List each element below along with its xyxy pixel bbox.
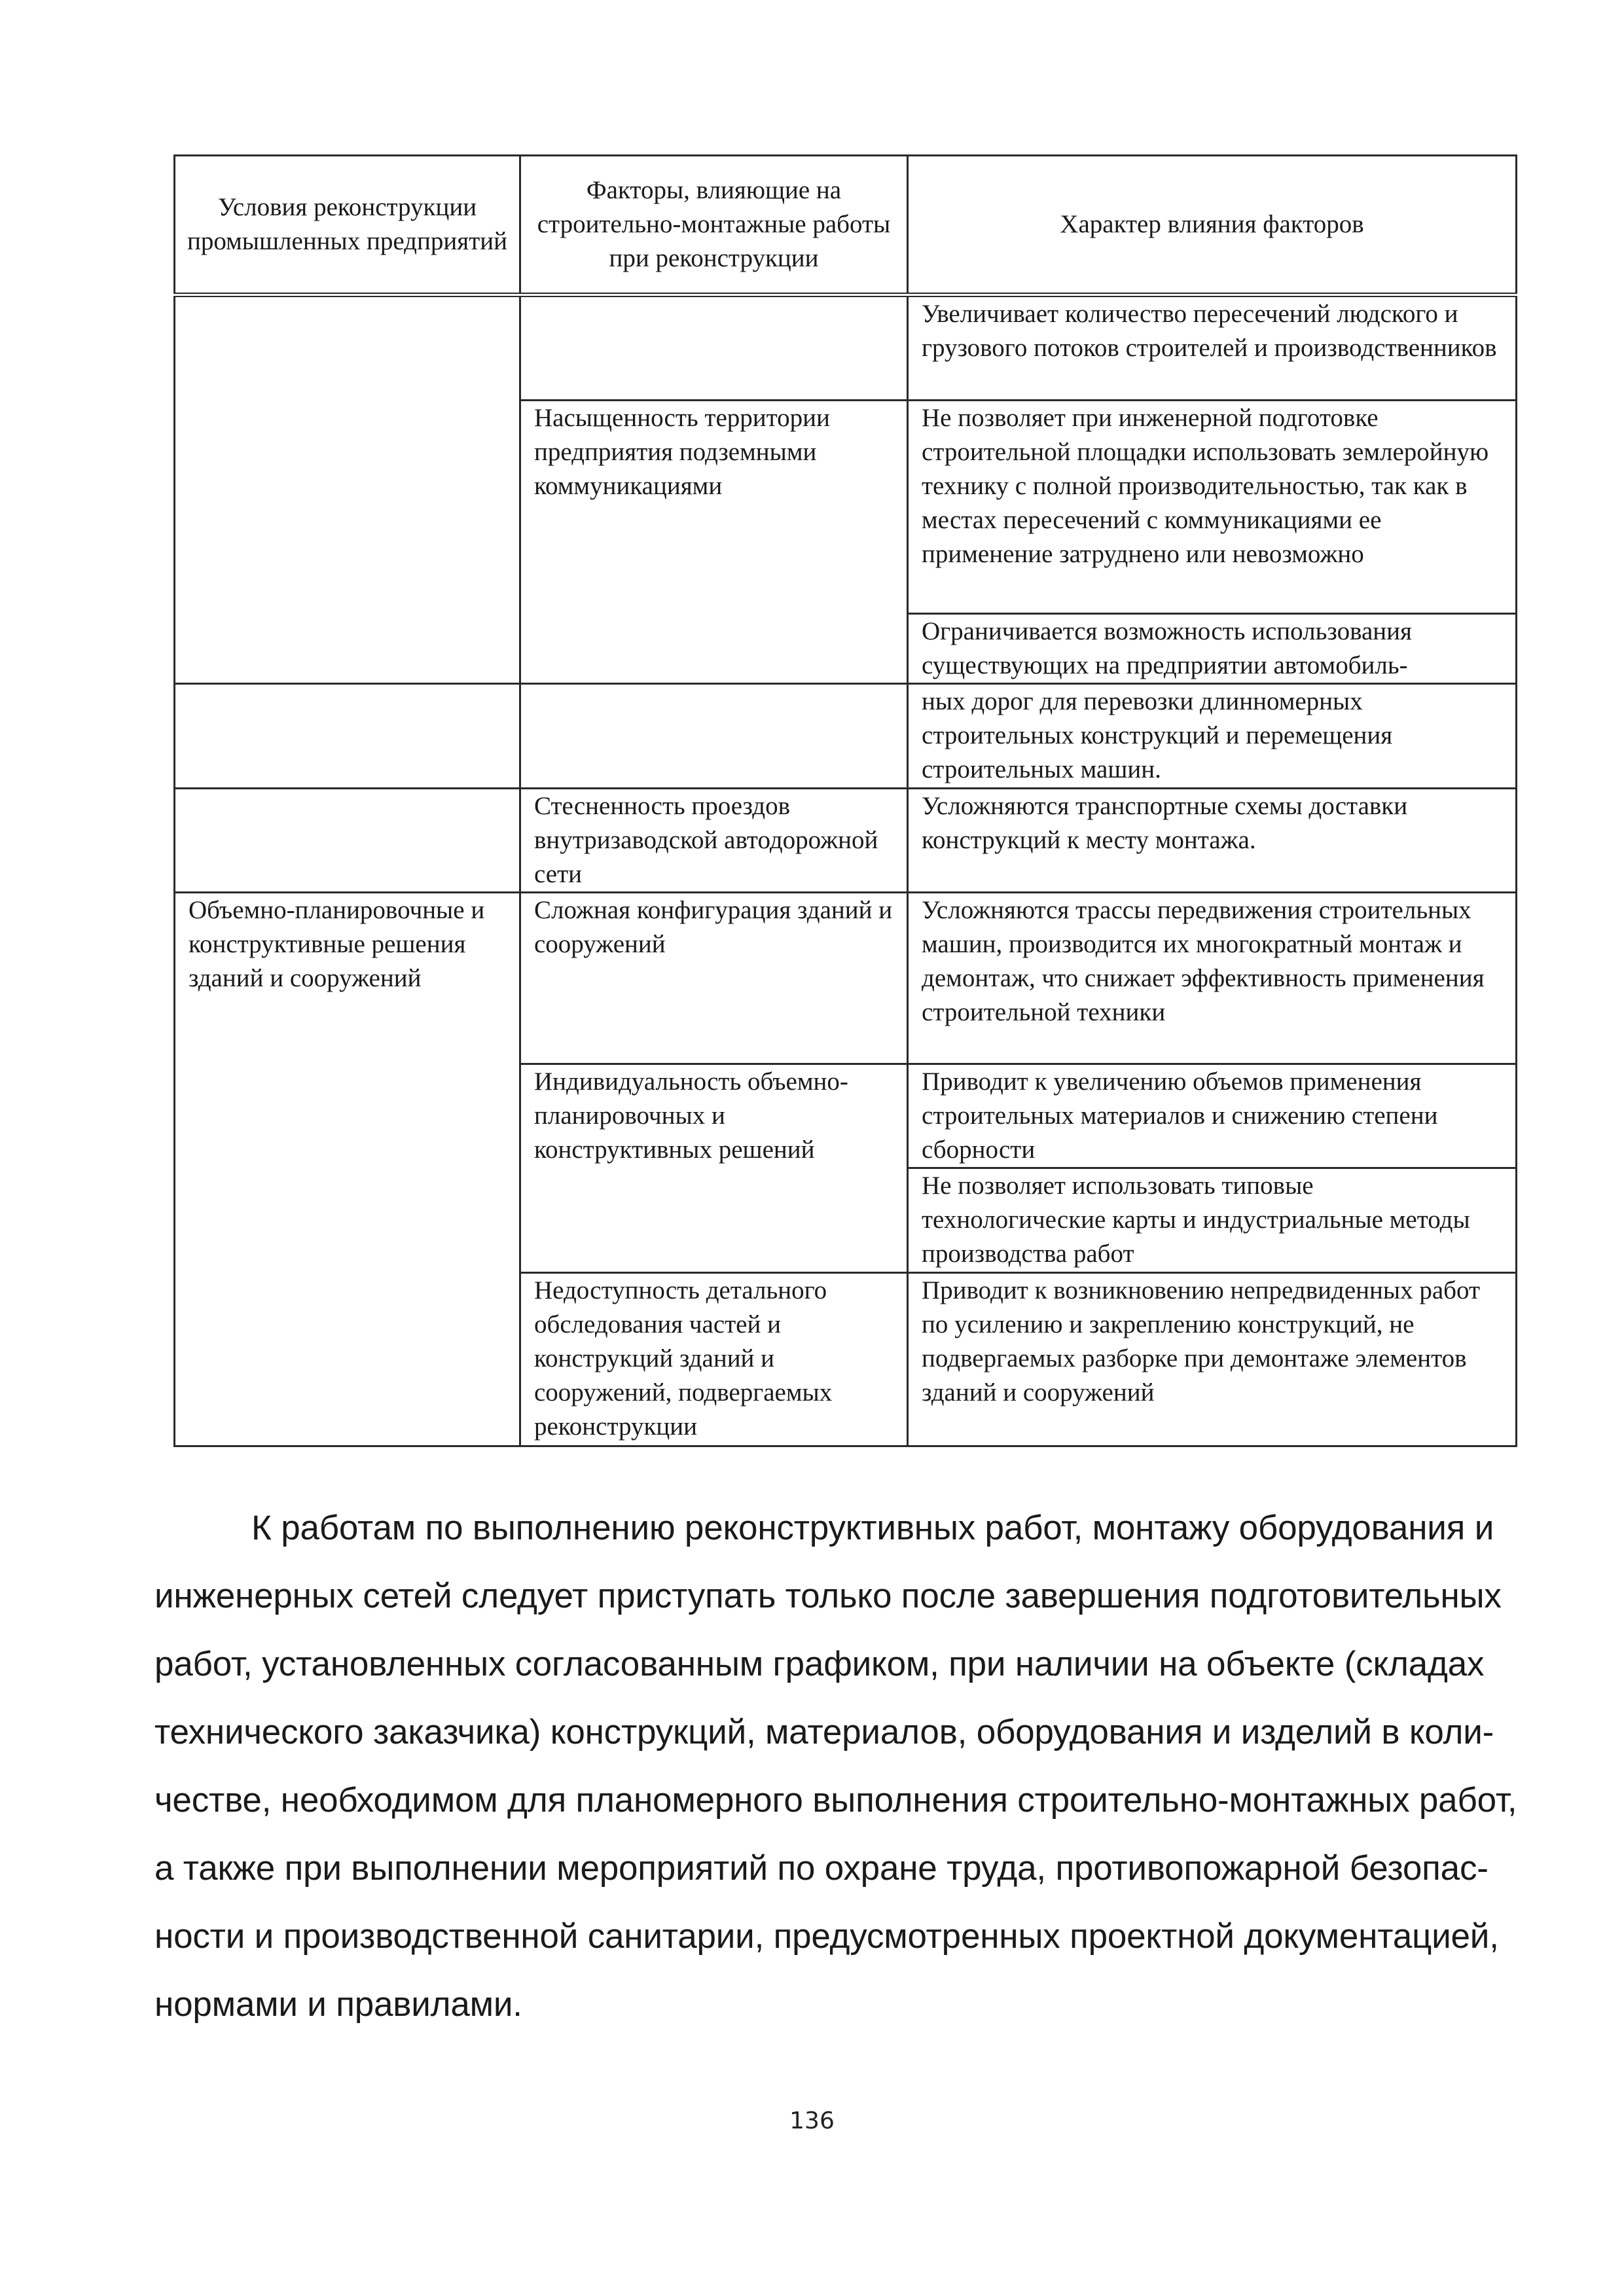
table-cell	[175, 401, 520, 614]
table-cell	[175, 1168, 520, 1273]
table-cell: Приводит к возникновению непредвиденных работ по усилению и закреплению конструкций, не подвергаемых разборке при демонтаже элементов зданий и сооружений	[908, 1273, 1517, 1446]
table-row	[175, 295, 1517, 401]
paragraph-line: инженерных сетей следует приступать только после завершения подготовительных	[154, 1577, 1502, 1615]
table-cell: Стесненность проездов внутризаводской автодорожной сети	[520, 789, 908, 893]
table-cell: Насыщенность территории предприятия подземными коммуникациями	[520, 401, 908, 614]
reconstruction-factors-table	[173, 154, 1517, 1447]
table-cell: ных дорог для перевозки длинномерных строительных конструкций и перемещения строительных машин.	[908, 684, 1517, 789]
table-cell	[520, 1168, 908, 1273]
table-cell	[520, 295, 908, 401]
table-cell	[175, 684, 520, 789]
paragraph-line: технического заказчика) конструкций, материалов, оборудования и изделий в коли-	[154, 1713, 1494, 1751]
table-row	[175, 401, 1517, 614]
table-cell	[520, 684, 908, 789]
table-cell	[175, 295, 520, 401]
paragraph-line: честве, необходимом для планомерного выполнения строительно-монтажных работ,	[154, 1781, 1517, 1820]
paragraph-line: а также при выполнении мероприятий по охране труда, противопожарной безопас-	[154, 1849, 1489, 1888]
table-row	[175, 1168, 1517, 1273]
table-row	[175, 789, 1517, 893]
body-paragraph	[154, 1494, 1534, 2039]
table-cell: Приводит к увеличению объемов применения строительных материалов и снижению степени сборности	[908, 1064, 1517, 1168]
table-cell: Не позволяет при инженерной подготовке строительной площадки использовать землеройную технику с полной производительностью, так как в местах пересечений с коммуникациями ее применение затруднено или невозможно	[908, 401, 1517, 614]
header-influence: Характер влияния факторов	[908, 156, 1517, 295]
table-cell: Усложняются трассы передвижения строительных машин, производится их многократный монтаж и демонтаж, что снижает эффективность применения строительной техники	[908, 893, 1517, 1064]
table-cell: Усложняются транспортные схемы доставки конструкций к месту монтажа.	[908, 789, 1517, 893]
paragraph-line: ности и производственной санитарии, предусмотренных проектной документацией,	[154, 1917, 1499, 1956]
table-cell	[175, 614, 520, 684]
header-factors: Факторы, влияющие на строительно-монтажные работы при реконструкции	[520, 156, 908, 295]
table-row	[175, 614, 1517, 684]
table-cell	[175, 789, 520, 893]
table-cell: Индивидуальность объемно-планировочных и конструктивных решений	[520, 1064, 908, 1168]
table-row	[175, 1273, 1517, 1446]
table-cell: Ограничивается возможность использования существующих на предприятии автомобиль-	[908, 614, 1517, 684]
table-cell	[520, 614, 908, 684]
table-row	[175, 1064, 1517, 1168]
table-row	[175, 893, 1517, 1064]
paragraph-line: работ, установленных согласованным графиком, при наличии на объекте (складах	[154, 1645, 1485, 1683]
header-conditions: Условия реконструкции промышленных предприятий	[175, 156, 520, 295]
paragraph-line: К работам по выполнению реконструктивных работ, монтажу оборудования и	[251, 1509, 1494, 1547]
page-number: 136	[789, 2108, 835, 2134]
table-cell: Не позволяет использовать типовые технологические карты и индустриальные методы производства работ	[908, 1168, 1517, 1273]
table-cell	[175, 1273, 520, 1446]
paragraph-line: нормами и правилами.	[154, 1985, 522, 2024]
table-cell: Сложная конфигурация зданий и сооружений	[520, 893, 908, 1064]
table-cell: Недоступность детального обследования частей и конструкций зданий и сооружений, подвергаемых реконструкции	[520, 1273, 908, 1446]
table-cell	[175, 1064, 520, 1168]
table-cell: Объемно-планировочные и конструктивные решения зданий и сооружений	[175, 893, 520, 1064]
table-header-row	[175, 156, 1517, 295]
table-row	[175, 684, 1517, 789]
table-cell: Увеличивает количество пересечений людского и грузового потоков строителей и производственников	[908, 295, 1517, 401]
